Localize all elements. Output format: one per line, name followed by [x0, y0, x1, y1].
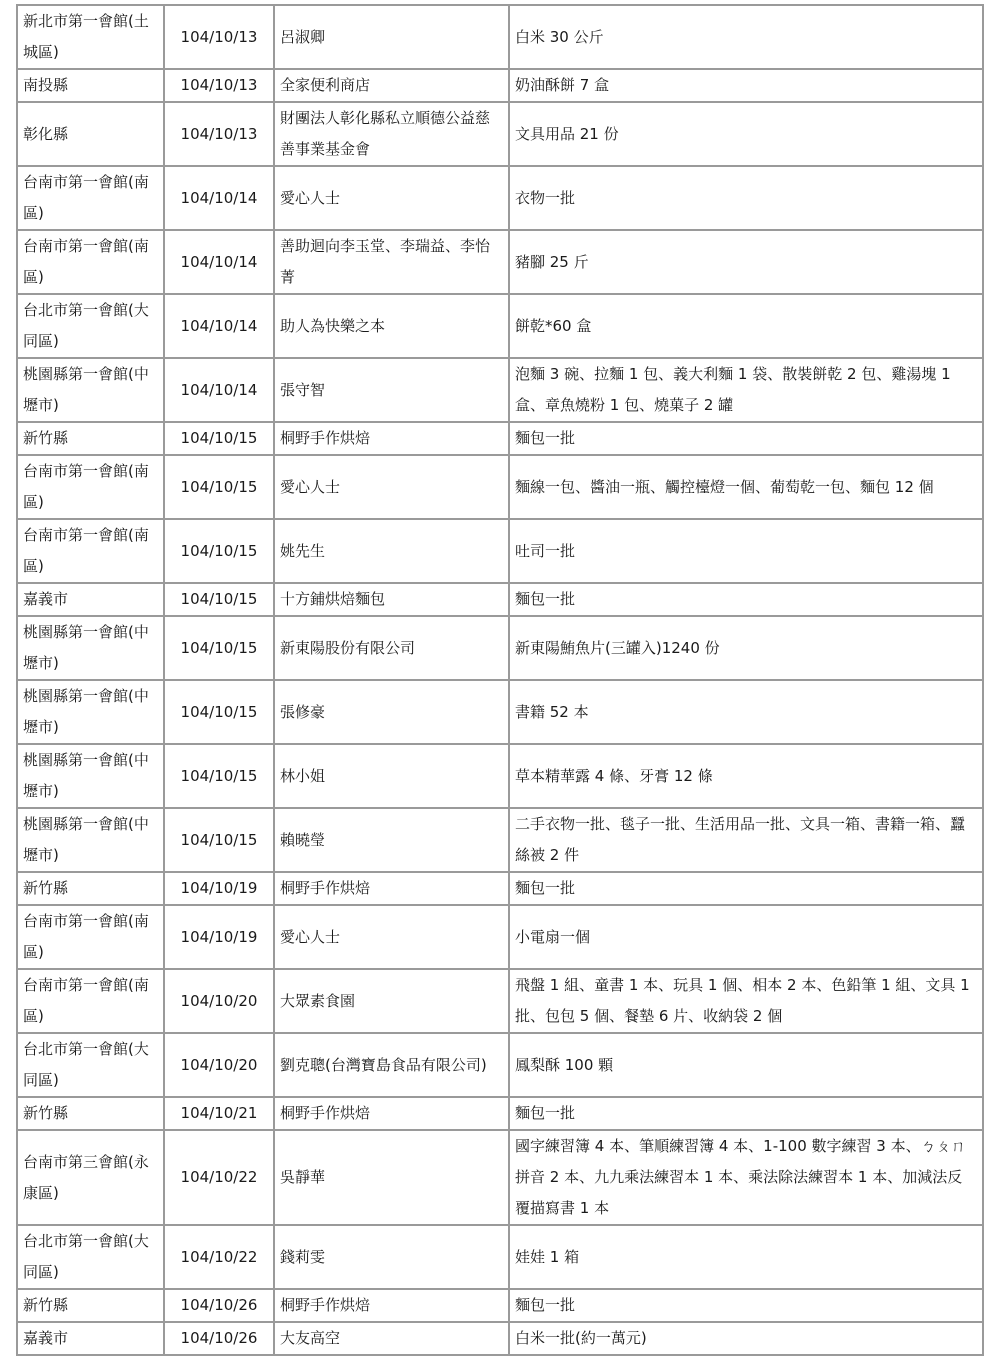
donor-cell: 姚先生: [274, 519, 509, 583]
table-row: [17, 744, 983, 808]
date-cell: 104/10/19: [164, 872, 274, 905]
date-cell: 104/10/15: [164, 616, 274, 680]
donation-table-body: [17, 5, 983, 1355]
table-row: [17, 102, 983, 166]
donor-cell: 桐野手作烘焙: [274, 872, 509, 905]
donor-cell: 張修豪: [274, 680, 509, 744]
donor-cell: 大友高空: [274, 1322, 509, 1355]
date-cell: 104/10/22: [164, 1130, 274, 1225]
date-cell: 104/10/20: [164, 969, 274, 1033]
donor-cell: 全家便利商店: [274, 69, 509, 102]
item-cell: 泡麵 3 碗、拉麵 1 包、義大利麵 1 袋、散裝餅乾 2 包、雞湯塊 1 盒、章魚燒粉 1 包、燒菓子 2 罐: [509, 358, 983, 422]
branch-cell: 新北市第一會館(土城區): [17, 5, 164, 69]
date-cell: 104/10/26: [164, 1289, 274, 1322]
branch-cell: 桃園縣第一會館(中壢市): [17, 744, 164, 808]
donor-cell: 呂淑卿: [274, 5, 509, 69]
item-cell: 豬腳 25 斤: [509, 230, 983, 294]
branch-cell: 台北市第一會館(大同區): [17, 294, 164, 358]
table-row: [17, 1225, 983, 1289]
table-row: [17, 583, 983, 616]
date-cell: 104/10/22: [164, 1225, 274, 1289]
table-row: [17, 69, 983, 102]
item-cell: 衣物一批: [509, 166, 983, 230]
item-cell: 麵包一批: [509, 1097, 983, 1130]
donor-cell: 大眾素食園: [274, 969, 509, 1033]
item-cell: 書籍 52 本: [509, 680, 983, 744]
donor-cell: 桐野手作烘焙: [274, 1289, 509, 1322]
item-cell: 新東陽鮪魚片(三罐入)1240 份: [509, 616, 983, 680]
date-cell: 104/10/26: [164, 1322, 274, 1355]
item-cell: 娃娃 1 箱: [509, 1225, 983, 1289]
table-row: [17, 905, 983, 969]
donor-cell: 張守智: [274, 358, 509, 422]
donor-cell: 桐野手作烘焙: [274, 422, 509, 455]
item-cell: 白米 30 公斤: [509, 5, 983, 69]
branch-cell: 桃園縣第一會館(中壢市): [17, 680, 164, 744]
branch-cell: 嘉義市: [17, 1322, 164, 1355]
branch-cell: 桃園縣第一會館(中壢市): [17, 616, 164, 680]
table-row: [17, 519, 983, 583]
date-cell: 104/10/15: [164, 680, 274, 744]
branch-cell: 台南市第一會館(南區): [17, 969, 164, 1033]
branch-cell: 台北市第一會館(大同區): [17, 1225, 164, 1289]
item-cell: 二手衣物一批、毯子一批、生活用品一批、文具一箱、書籍一箱、蠶絲被 2 件: [509, 808, 983, 872]
item-cell: 文具用品 21 份: [509, 102, 983, 166]
date-cell: 104/10/14: [164, 294, 274, 358]
item-cell: 吐司一批: [509, 519, 983, 583]
table-row: [17, 230, 983, 294]
date-cell: 104/10/15: [164, 519, 274, 583]
table-row: [17, 455, 983, 519]
branch-cell: 台南市第一會館(南區): [17, 905, 164, 969]
branch-cell: 彰化縣: [17, 102, 164, 166]
item-cell: 飛盤 1 組、童書 1 本、玩具 1 個、相本 2 本、色鉛筆 1 組、文具 1 批、包包 5 個、餐墊 6 片、收納袋 2 個: [509, 969, 983, 1033]
item-cell: 小電扇一個: [509, 905, 983, 969]
table-row: [17, 5, 983, 69]
table-row: [17, 616, 983, 680]
branch-cell: 新竹縣: [17, 422, 164, 455]
table-row: [17, 422, 983, 455]
date-cell: 104/10/20: [164, 1033, 274, 1097]
donor-cell: 吳靜華: [274, 1130, 509, 1225]
table-row: [17, 1322, 983, 1355]
table-row: [17, 1130, 983, 1225]
branch-cell: 台南市第一會館(南區): [17, 455, 164, 519]
donor-cell: 劉克聰(台灣寶島食品有限公司): [274, 1033, 509, 1097]
item-cell: 奶油酥餅 7 盒: [509, 69, 983, 102]
item-cell: 鳳梨酥 100 顆: [509, 1033, 983, 1097]
branch-cell: 新竹縣: [17, 1289, 164, 1322]
table-row: [17, 969, 983, 1033]
donor-cell: 愛心人士: [274, 905, 509, 969]
donor-cell: 桐野手作烘焙: [274, 1097, 509, 1130]
donor-cell: 十方鋪烘焙麵包: [274, 583, 509, 616]
item-cell: 麵線一包、醬油一瓶、觸控檯燈一個、葡萄乾一包、麵包 12 個: [509, 455, 983, 519]
donor-cell: 林小姐: [274, 744, 509, 808]
donor-cell: 賴曉瑩: [274, 808, 509, 872]
date-cell: 104/10/13: [164, 69, 274, 102]
table-row: [17, 808, 983, 872]
item-cell: 草本精華露 4 條、牙膏 12 條: [509, 744, 983, 808]
date-cell: 104/10/15: [164, 455, 274, 519]
table-row: [17, 680, 983, 744]
item-cell: 白米一批(約一萬元): [509, 1322, 983, 1355]
date-cell: 104/10/13: [164, 102, 274, 166]
donor-cell: 愛心人士: [274, 166, 509, 230]
table-row: [17, 1033, 983, 1097]
table-row: [17, 1289, 983, 1322]
branch-cell: 南投縣: [17, 69, 164, 102]
table-row: [17, 166, 983, 230]
date-cell: 104/10/13: [164, 5, 274, 69]
date-cell: 104/10/14: [164, 358, 274, 422]
branch-cell: 台北市第一會館(大同區): [17, 1033, 164, 1097]
item-cell: 餅乾*60 盒: [509, 294, 983, 358]
branch-cell: 嘉義市: [17, 583, 164, 616]
branch-cell: 台南市第一會館(南區): [17, 230, 164, 294]
date-cell: 104/10/21: [164, 1097, 274, 1130]
table-row: [17, 872, 983, 905]
branch-cell: 桃園縣第一會館(中壢市): [17, 808, 164, 872]
branch-cell: 新竹縣: [17, 872, 164, 905]
date-cell: 104/10/15: [164, 583, 274, 616]
donation-table: [16, 4, 984, 1356]
item-cell: 麵包一批: [509, 583, 983, 616]
donor-cell: 錢莉雯: [274, 1225, 509, 1289]
date-cell: 104/10/15: [164, 422, 274, 455]
table-row: [17, 294, 983, 358]
branch-cell: 台南市第一會館(南區): [17, 519, 164, 583]
donor-cell: 財團法人彰化縣私立順德公益慈善事業基金會: [274, 102, 509, 166]
date-cell: 104/10/14: [164, 166, 274, 230]
document-page: [16, 4, 984, 1356]
date-cell: 104/10/15: [164, 744, 274, 808]
item-cell: 麵包一批: [509, 422, 983, 455]
item-cell: 國字練習簿 4 本、筆順練習簿 4 本、1-100 數字練習 3 本、ㄅㄆㄇ 拼音 2 本、九九乘法練習本 1 本、乘法除法練習本 1 本、加減法反覆描寫書 1 本: [509, 1130, 983, 1225]
donor-cell: 助人為快樂之本: [274, 294, 509, 358]
branch-cell: 台南市第三會館(永康區): [17, 1130, 164, 1225]
branch-cell: 台南市第一會館(南區): [17, 166, 164, 230]
date-cell: 104/10/14: [164, 230, 274, 294]
table-row: [17, 1097, 983, 1130]
donor-cell: 愛心人士: [274, 455, 509, 519]
branch-cell: 新竹縣: [17, 1097, 164, 1130]
donor-cell: 新東陽股份有限公司: [274, 616, 509, 680]
date-cell: 104/10/19: [164, 905, 274, 969]
table-row: [17, 358, 983, 422]
date-cell: 104/10/15: [164, 808, 274, 872]
item-cell: 麵包一批: [509, 872, 983, 905]
donor-cell: 善助迴向李玉堂、李瑞益、李怡菁: [274, 230, 509, 294]
item-cell: 麵包一批: [509, 1289, 983, 1322]
branch-cell: 桃園縣第一會館(中壢市): [17, 358, 164, 422]
